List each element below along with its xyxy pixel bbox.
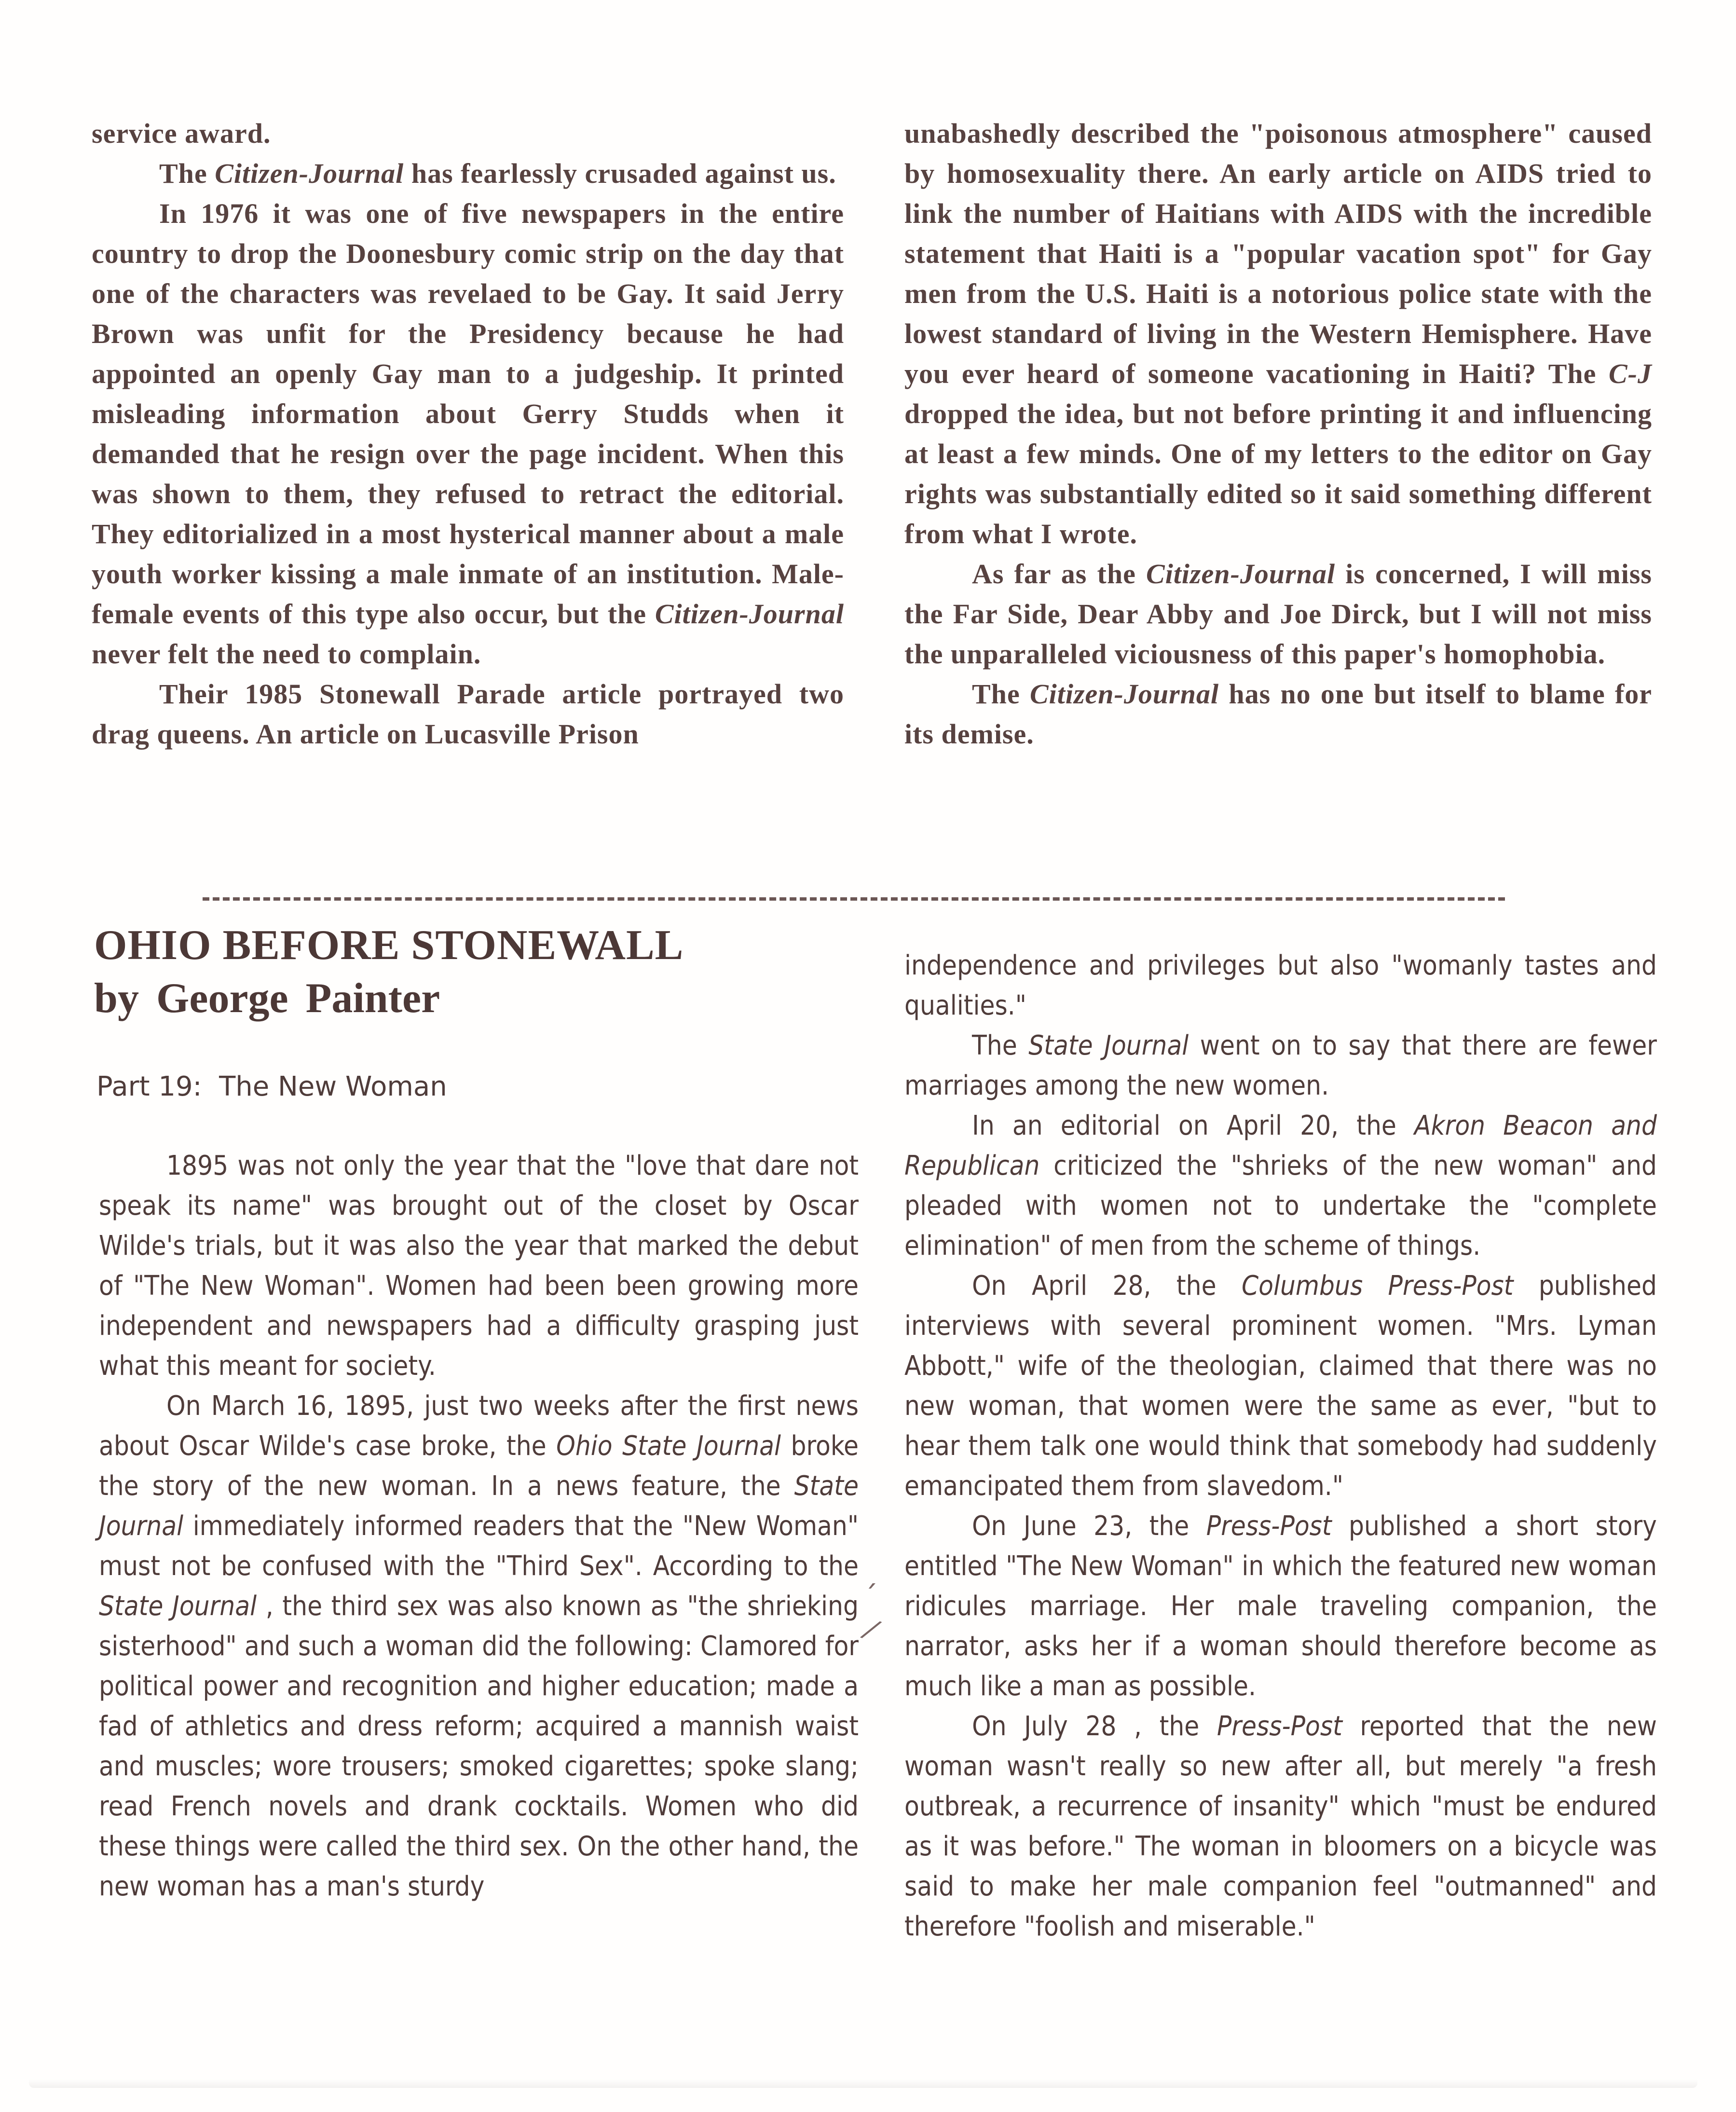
paragraph-text: never felt the need to complain. <box>92 638 481 670</box>
publication-name: Columbus Press-Post <box>1241 1270 1514 1302</box>
publication-name: State Journal <box>99 1591 257 1622</box>
paragraph <box>92 193 844 674</box>
paragraph <box>904 1266 1657 1506</box>
paragraph <box>904 1026 1657 1106</box>
paragraph-text: criticized the "shrieks of the new woman" and pleaded with women not to undertake the "complete elimination" of men from the scheme of things. <box>904 1150 1657 1262</box>
margin-mark: ⁄ <box>862 1614 879 1647</box>
paragraph <box>92 674 844 754</box>
letter-column-right <box>904 113 1652 754</box>
paragraph-text: The <box>972 1030 1029 1061</box>
paragraph <box>904 1706 1657 1947</box>
paragraph-text: has fearlessly crusaded against us. <box>404 158 836 189</box>
publication-name: Press-Post <box>1206 1510 1332 1542</box>
publication-name: Akron Beacon and Republican <box>904 1110 1657 1181</box>
paragraph-text: unabashedly described the "poisonous atmosphere" caused by homosexuality there. An early article on AIDS tried to link the number of Haitians with AIDS with the incredible statement that Haiti is a "popular vacation spot" for Gay men from the U.S. Haiti is a notorious police state with the lowest standard of living in the Western Hemisphere. Have you ever heard of someone vacationing in Haiti? The <box>904 118 1652 389</box>
publication-name: Citizen-Journal <box>1146 558 1336 590</box>
publication-name: Citizen-Journal <box>215 158 404 189</box>
publication-name: C-J <box>1609 358 1652 389</box>
paragraph-text: service award. <box>92 118 271 149</box>
paragraph-text: , the third sex was also known as "the shrieking sisterhood" and such a woman did the following: Clamored for political power and recognition and higher education; made a fad of athletics and dress reform; acquired a mannish waist and muscles; wore trousers; smoked cigarettes; spoke slang; read French novels and drank cocktails. Women who did these things were called the third sex. On the other hand, the new woman has a man's sturdy <box>99 1591 859 1902</box>
paragraph <box>904 1106 1657 1266</box>
paragraph <box>99 1386 859 1906</box>
paragraph-text: immediately informed readers that the "New Woman" must not be confused with the "Third Sex". According to the <box>99 1510 859 1582</box>
paragraph-text: dropped the idea, but not before printing it and influencing at least a few minds. One of my letters to the editor on Gay rights was substantially edited so it said something different from what I wrote. <box>904 398 1652 549</box>
paragraph-text: published interviews with several prominent women. "Mrs. Lyman Abbott," wife of the theologian, claimed that there was no new woman, that women were the same as ever, "but to hear them talk one would think that somebody had suddenly emancipated them from slavedom." <box>904 1270 1657 1502</box>
paragraph-text: In 1976 it was one of five newspapers in the entire country to drop the Doonesbury comic strip on the day that one of the characters was revelaed to be Gay. It said Jerry Brown was unfit for the Presidency because he had appointed an openly Gay man to a judgeship. It printed misleading information about Gerry Studds when it demanded that he resign over the page incident. When this was shown to them, they refused to retract the editorial. They editorialized in a most hysterical manner about a male youth worker kissing a male inmate of an institution. Male-female events of this type also occur, but the <box>92 198 844 630</box>
publication-name: Citizen-Journal <box>1029 678 1219 710</box>
paragraph-text: 1895 was not only the year that the "love that dare not speak its name" was brought out of the closet by Oscar Wilde's trials, but it was also the year that marked the debut of "The New Woman". Women had been been growing more independent and newspapers had a difficulty grasping just what this meant for society. <box>99 1150 859 1382</box>
paragraph-text: In an editorial on April 20, the <box>972 1110 1415 1141</box>
paragraph <box>904 674 1652 754</box>
publication-name: Ohio State Journal <box>556 1430 781 1462</box>
paragraph <box>92 113 844 153</box>
paragraph <box>904 1506 1657 1706</box>
section-divider <box>203 897 1505 901</box>
paragraph-text: Their 1985 Stonewall Parade article portrayed two drag queens. An article on Lucasville Prison <box>92 678 844 750</box>
letter-column-left <box>92 113 844 754</box>
article-part-title: Part 19: The New Woman <box>96 1071 447 1102</box>
publication-name: Press-Post <box>1217 1711 1342 1742</box>
article-headline: OHIO BEFORE STONEWALL <box>94 922 684 969</box>
margin-mark: ˊ <box>863 1580 878 1614</box>
article-byline: by George Painter <box>94 975 440 1022</box>
paragraph <box>904 554 1652 674</box>
paragraph-text: reported that the new woman wasn't really so new after all, but merely "a fresh outbreak, a recurrence of insanity" which "must be endured as it was before." The woman in bloomers on a bicycle was said to make her male companion feel "outmanned" and therefore "foolish and miserable." <box>904 1711 1657 1942</box>
paragraph-text: is concerned, I will miss the Far Side, Dear Abby and Joe Dirck, but I will not miss the unparalleled viciousness of this paper's homophobia. <box>904 558 1652 670</box>
paragraph-text: On April 28, the <box>972 1270 1242 1302</box>
article-column-right <box>904 946 1657 1947</box>
article-column-left <box>99 1146 859 1906</box>
publication-name: Citizen-Journal <box>655 598 844 630</box>
paragraph <box>99 1146 859 1386</box>
paragraph-text: On June 23, the <box>972 1510 1206 1542</box>
paragraph-text: published a short story entitled "The New Woman" in which the featured new woman ridicules marriage. Her male traveling companion, the narrator, asks her if a woman should therefore become as much like a man as possible. <box>904 1510 1657 1702</box>
paragraph-text: The <box>972 678 1030 710</box>
paragraph <box>92 153 844 193</box>
paragraph-text: The <box>159 158 215 189</box>
paragraph-text: On March 16, 1895, just two weeks after the first news about Oscar Wilde's case broke, the <box>99 1390 859 1462</box>
paragraph-text: has no one but itself to blame for its demise. <box>904 678 1653 750</box>
paragraph-text: On July 28 , the <box>972 1711 1217 1742</box>
paragraph-text: independence and privileges but also "womanly tastes and qualities." <box>904 950 1657 1021</box>
page-edge <box>29 2079 1697 2088</box>
paragraph-text: went on to say that there are fewer marriages among the new women. <box>904 1030 1657 1101</box>
paragraph <box>904 113 1652 554</box>
paragraph-text: broke the story of the new woman. In a news feature, the <box>99 1430 859 1502</box>
paragraph-text: As far as the <box>972 558 1147 590</box>
paragraph <box>904 946 1657 1026</box>
publication-name: State Journal <box>99 1470 859 1542</box>
publication-name: State Journal <box>1028 1030 1189 1061</box>
